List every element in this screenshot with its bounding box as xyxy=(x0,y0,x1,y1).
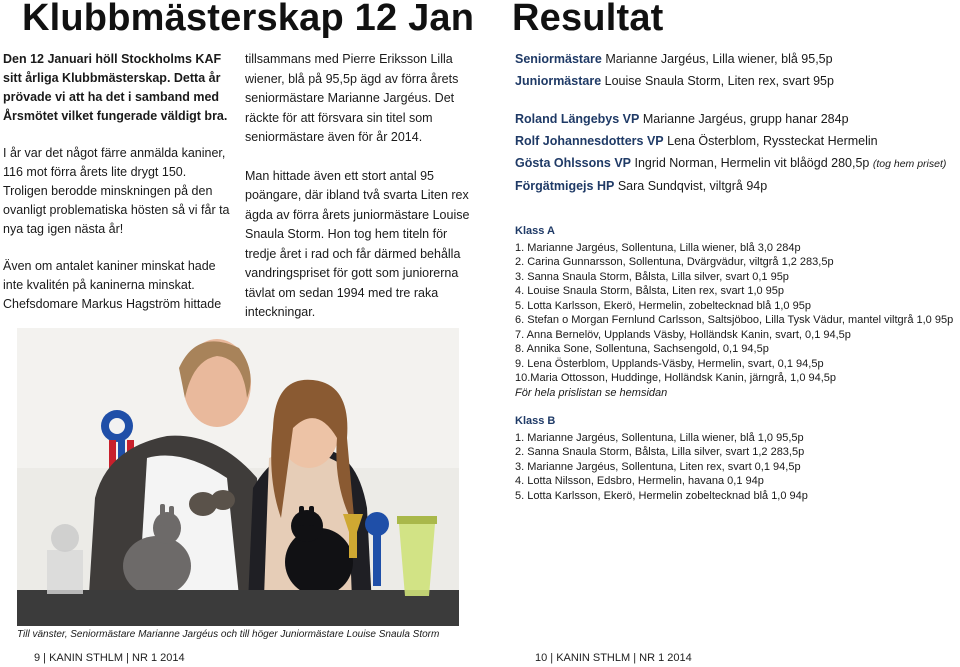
champion-line xyxy=(515,48,955,70)
prize-label: Förgätmigejs HP xyxy=(515,179,615,193)
result-item: 8. Annika Sone, Sollentuna, Sachsengold, 0,1 94,5p xyxy=(515,343,769,355)
champions-list xyxy=(515,48,955,92)
prize-text: Sara Sundqvist, viltgrå 94p xyxy=(617,179,768,193)
result-item: 2. Sanna Snaula Storm, Bålsta, Lilla silver, svart 1,2 283,5p xyxy=(515,446,805,458)
article-lead-paragraph: Den 12 Januari höll Stockholms KAF sitt årliga Klubbmästerskap. Detta år prövade vi att ha det i samband med Årsmötet vilket fungerade väldigt bra. xyxy=(3,52,228,123)
page-footer: 9 | KANIN STHLM | NR 1 2014 xyxy=(34,652,185,664)
result-item: 4. Lotta Nilsson, Edsbro, Hermelin, havana 0,1 94p xyxy=(515,475,764,487)
article-paragraph: I år var det något färre anmälda kaniner, 116 mot förra årets lite drygt 150. Troligen berodde minskningen på den ovanligt problematiska hösten så vi får ta nya tag igen nästa år! xyxy=(3,146,230,236)
article-paragraph: Man hittade även ett stort antal 95 poängare, där ibland två svarta Liten rex ägda av förra årets juniormästare Louise Snaula Storm. Hon tog hem titeln för tredje året i rad och får därmed behålla vandringspriset för gott som juniorerna tävlat om sedan 1994 med tre raka inteckningar. xyxy=(245,168,470,319)
klass-a-list xyxy=(515,241,955,401)
special-prizes-list xyxy=(515,108,955,197)
result-item: 2. Carina Gunnarsson, Sollentuna, Dvärgvädur, viltgrå 1,2 283,5p xyxy=(515,256,834,268)
champion-label: Seniormästare xyxy=(515,52,602,66)
prize-label: Gösta Ohlssons VP xyxy=(515,156,632,170)
prize-text: Marianne Jargéus, grupp hanar 284p xyxy=(642,112,849,126)
prize-note: (tog hem priset) xyxy=(872,158,947,170)
champion-text: Marianne Jargéus, Lilla wiener, blå 95,5p xyxy=(605,52,833,66)
klass-b-results xyxy=(515,414,955,503)
special-prize-line xyxy=(515,130,955,152)
special-prize-line xyxy=(515,175,955,197)
result-item: 7. Anna Bernelöv, Upplands Väsby, Holländsk Kanin, svart, 0,1 94,5p xyxy=(515,328,851,341)
right-page xyxy=(484,0,960,667)
prize-label: Roland Längebys VP xyxy=(515,112,640,126)
result-item: 3. Marianne Jargéus, Sollentuna, Liten rex, svart 0,1 94,5p xyxy=(515,460,801,473)
result-item: 5. Lotta Karlsson, Ekerö, Hermelin, zobeltecknad blå 1,0 95p xyxy=(515,299,811,312)
champion-text: Louise Snaula Storm, Liten rex, svart 95p xyxy=(604,74,834,88)
prize-text: Ingrid Norman, Hermelin vit blåögd 280,5p xyxy=(634,156,870,170)
champion-label: Juniormästare xyxy=(515,74,602,88)
special-prize-line xyxy=(515,152,955,175)
result-item: 4. Louise Snaula Storm, Bålsta, Liten rex, svart 1,0 95p xyxy=(515,285,785,297)
prize-label: Rolf Johannesdotters VP xyxy=(515,134,664,148)
klass-b-list xyxy=(515,431,955,504)
article-column-1 xyxy=(3,50,231,332)
result-item: 3. Sanna Snaula Storm, Bålsta, Lilla silver, svart 0,1 95p xyxy=(515,270,789,283)
result-item: 5. Lotta Karlsson, Ekerö, Hermelin zobeltecknad blå 1,0 94p xyxy=(515,489,808,502)
winners-photo xyxy=(17,328,459,626)
result-item: 1. Marianne Jargéus, Sollentuna, Lilla wiener, blå 3,0 284p xyxy=(515,241,801,254)
special-prize-line xyxy=(515,108,955,130)
result-item: 10.Maria Ottosson, Huddinge, Holländsk Kanin, järngrå, 1,0 94,5p xyxy=(515,372,837,384)
result-item: 9. Lena Österblom, Upplands-Väsby, Hermelin, svart, 0,1 94,5p xyxy=(515,357,824,370)
klass-a-results xyxy=(515,224,955,400)
champion-line xyxy=(515,70,955,92)
full-list-note: För hela prislistan se hemsidan xyxy=(515,386,668,399)
article-paragraph: Även om antalet kaniner minskat hade inte kvalitén på kaninerna minskat. Chefsdomare Markus Hagström hittade xyxy=(3,259,222,311)
klass-b-heading: Klass B xyxy=(515,415,556,427)
winners-photo-illustration xyxy=(17,328,459,626)
article-title: Klubbmästerskap 12 Jan xyxy=(22,0,475,39)
page-footer: 10 | KANIN STHLM | NR 1 2014 xyxy=(535,652,692,664)
prize-text: Lena Österblom, Ryssteckat Hermelin xyxy=(667,134,878,148)
photo-caption: Till vänster, Seniormästare Marianne Jargéus och till höger Juniormästare Louise Snaula Storm xyxy=(17,629,440,640)
klass-a-heading: Klass A xyxy=(515,225,555,237)
results-title: Resultat xyxy=(512,0,664,39)
result-item: 1. Marianne Jargéus, Sollentuna, Lilla wiener, blå 1,0 95,5p xyxy=(515,431,804,444)
result-item: 6. Stefan o Morgan Fernlund Carlsson, Saltsjöboo, Lilla Tysk Vädur, mantel viltgrå 1,0 95p xyxy=(515,314,954,326)
article-paragraph: tillsammans med Pierre Eriksson Lilla wiener, blå på 95,5p ägd av förra årets seniormästare Marianne Jargéus. Det räckte för att försvara sin titel som seniormästare även för år 2014. xyxy=(245,52,459,144)
